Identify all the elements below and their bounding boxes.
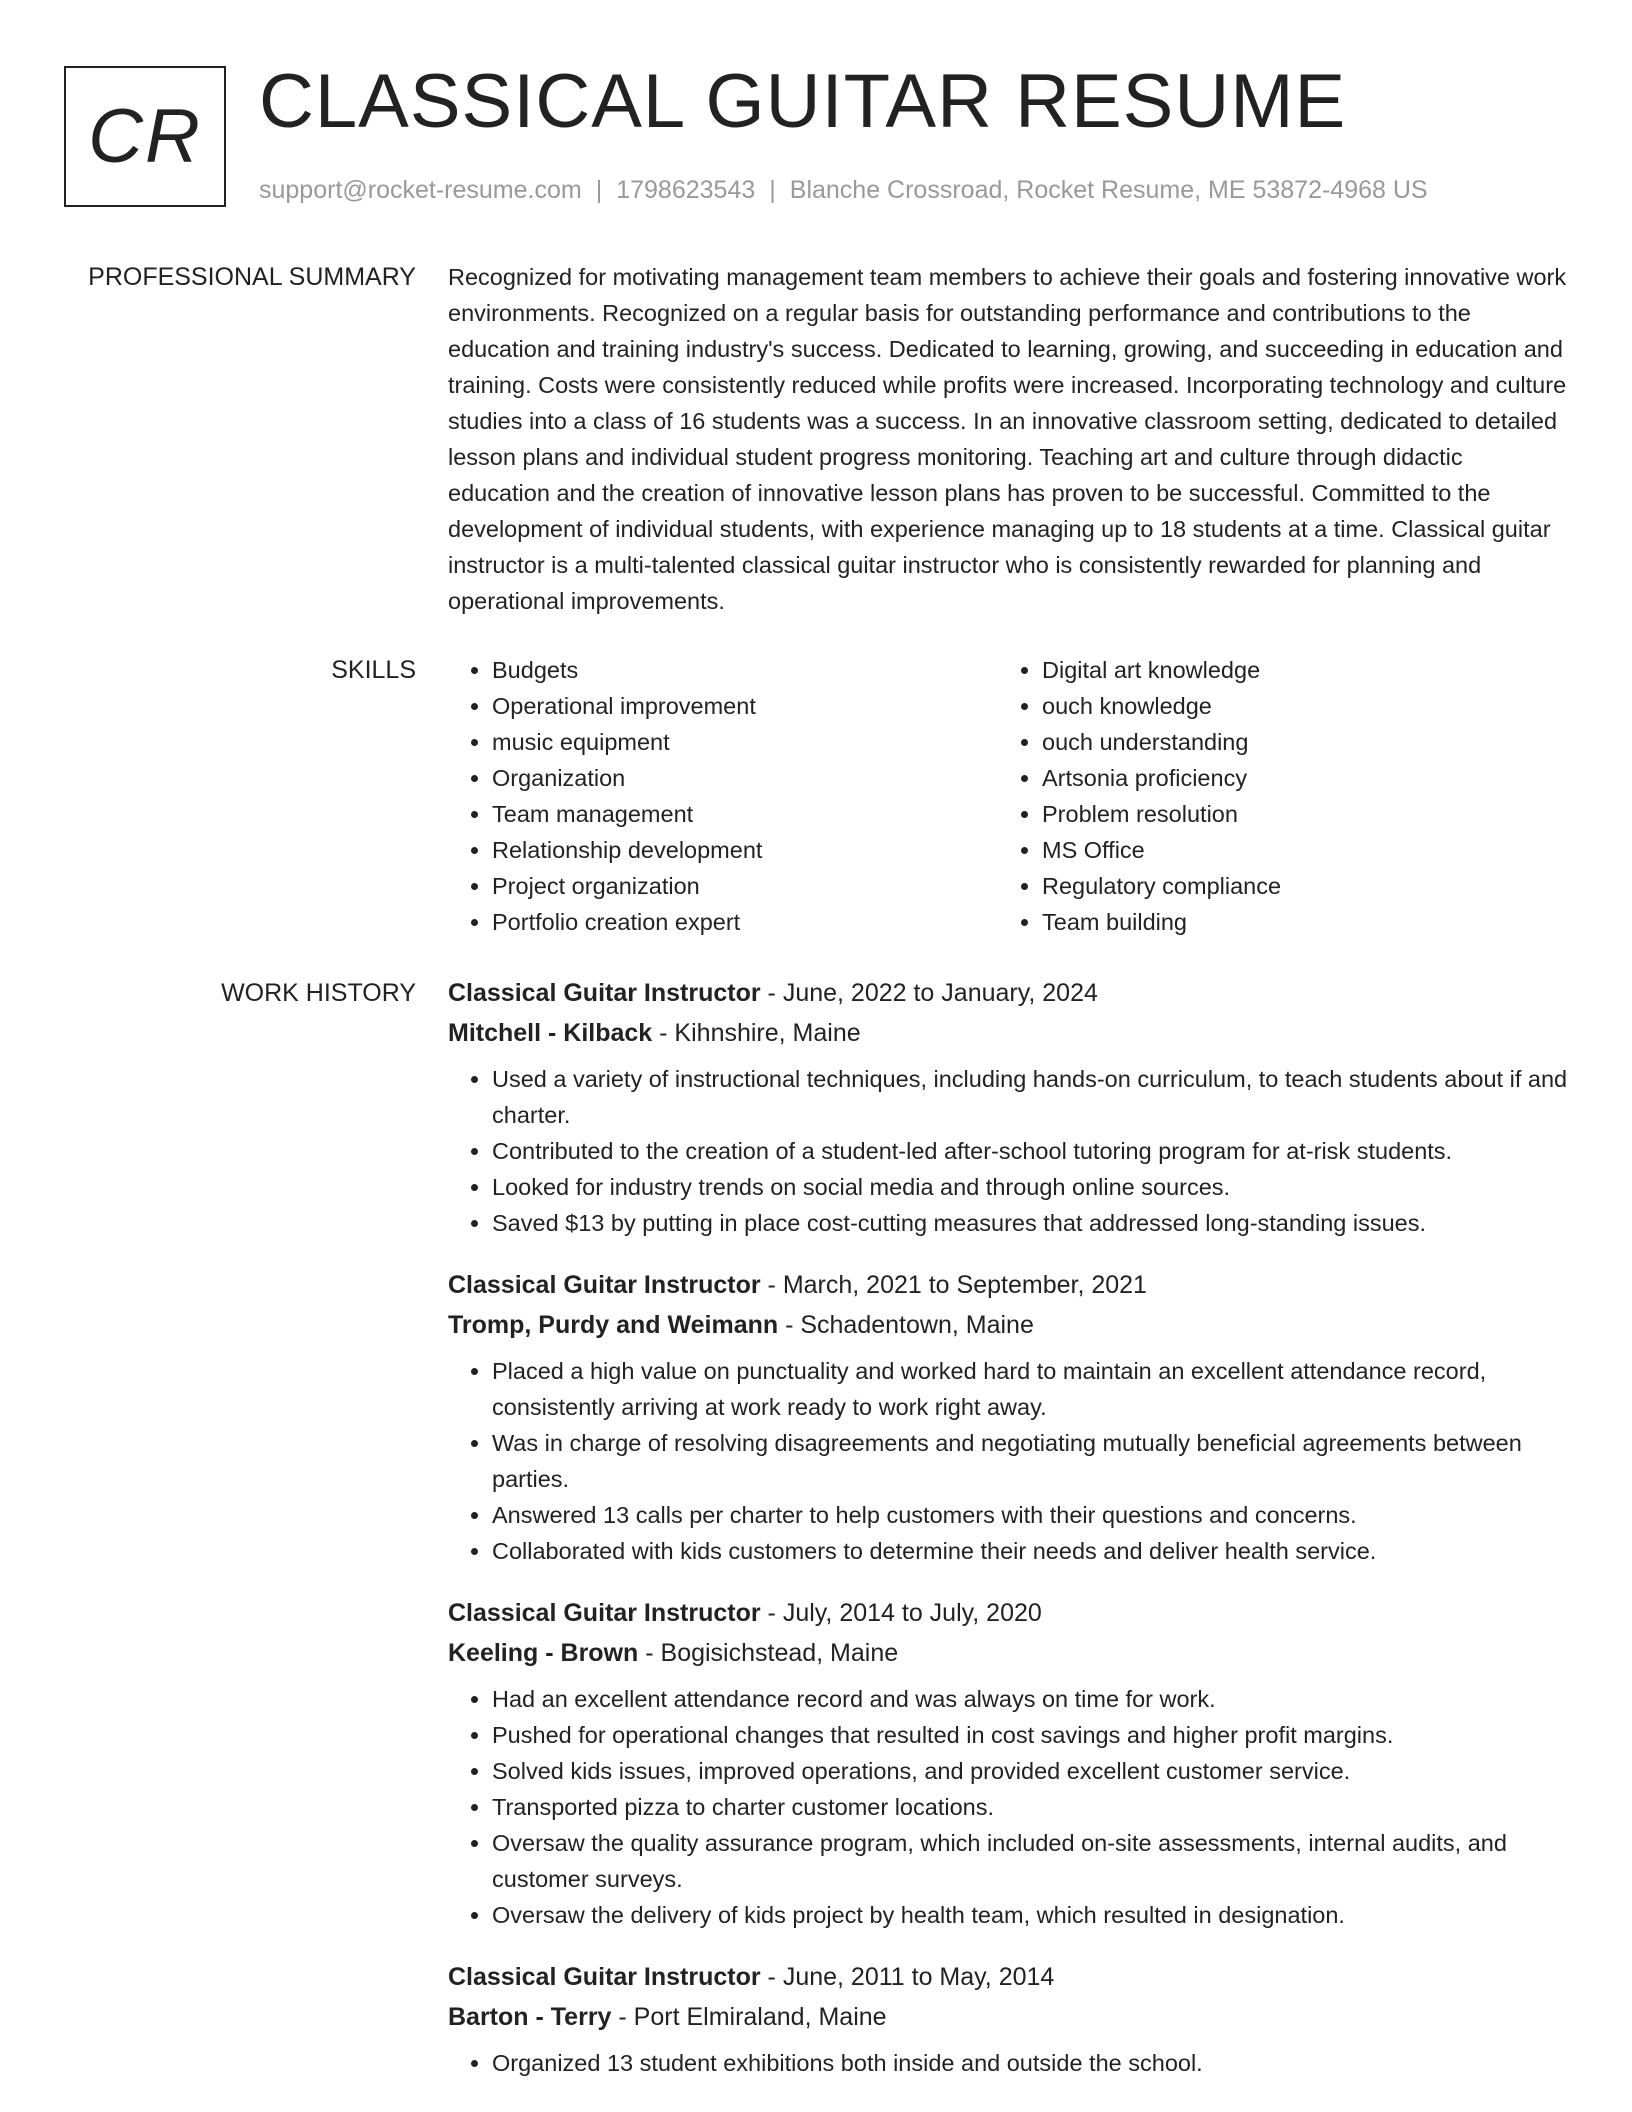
job-title-line xyxy=(448,1957,1568,1997)
job-bullet: • Had an excellent attendance record and was always on time for work. xyxy=(492,1681,1568,1717)
job-bullet: • Looked for industry trends on social media and through online sources. xyxy=(492,1169,1568,1205)
contact-line xyxy=(259,176,1428,205)
job-dates: - March, 2021 to September, 2021 xyxy=(760,1271,1147,1299)
job-dates: - July, 2014 to July, 2020 xyxy=(760,1599,1042,1627)
job-title: Classical Guitar Instructor xyxy=(448,979,761,1007)
job-bullets xyxy=(448,1353,1568,1569)
skill-item: • Regulatory compliance xyxy=(1042,868,1548,904)
job-entry xyxy=(448,1957,1568,2081)
skill-item: • Relationship development xyxy=(492,832,998,868)
skill-item: • Organization xyxy=(492,760,998,796)
skill-item: • Project organization xyxy=(492,868,998,904)
skill-item: • music equipment xyxy=(492,724,998,760)
job-company-line xyxy=(448,1997,1568,2037)
job-title: Classical Guitar Instructor xyxy=(448,1599,761,1627)
job-company-line xyxy=(448,1013,1568,1053)
work-history-heading: WORK HISTORY xyxy=(221,979,416,1007)
skill-item: • Portfolio creation expert xyxy=(492,904,998,940)
monogram-logo: CR xyxy=(64,66,226,207)
job-company: Mitchell - Kilback xyxy=(448,1019,653,1047)
job-location: - Kihnshire, Maine xyxy=(652,1019,861,1047)
work-history-body xyxy=(448,973,1568,2105)
job-location: - Port Elmiraland, Maine xyxy=(611,2003,887,2031)
skill-item: • Operational improvement xyxy=(492,688,998,724)
job-location: - Bogisichstead, Maine xyxy=(638,1639,899,1667)
skill-item: • MS Office xyxy=(1042,832,1548,868)
job-bullet: • Organized 13 student exhibitions both inside and outside the school. xyxy=(492,2045,1568,2081)
skills-heading: SKILLS xyxy=(331,656,416,684)
job-bullets xyxy=(448,1681,1568,1933)
summary-text: Recognized for motivating management team members to achieve their goals and fostering innovative work environments. Recognized on a regular basis for outstanding performance and contributions to the education and training industry's success. Dedicated to learning, growing, and succeeding in education and training. Costs were consistently reduced while profits were increased. Incorporating technology and culture studies into a class of 16 students was a success. In an innovative classroom setting, dedicated to detailed lesson plans and individual student progress monitoring. Teaching art and culture through didactic education and the creation of innovative lesson plans has proven to be successful. Committed to the development of individual students, with experience managing up to 18 students at a time. Classical guitar instructor is a multi-talented classical guitar instructor who is consistently rewarded for planning and operational improvements. xyxy=(448,264,1567,614)
contact-address: Blanche Crossroad, Rocket Resume, ME 53872-4968 US xyxy=(789,176,1428,204)
job-title-line xyxy=(448,1265,1568,1305)
job-bullets xyxy=(448,1061,1568,1241)
job-company: Keeling - Brown xyxy=(448,1639,639,1667)
summary-body xyxy=(448,259,1568,619)
job-bullet: • Collaborated with kids customers to determine their needs and deliver health service. xyxy=(492,1533,1568,1569)
job-bullet: • Transported pizza to charter customer locations. xyxy=(492,1789,1568,1825)
job-title: Classical Guitar Instructor xyxy=(448,1271,761,1299)
skill-item: • Artsonia proficiency xyxy=(1042,760,1548,796)
job-bullet: • Was in charge of resolving disagreements and negotiating mutually beneficial agreements between parties. xyxy=(492,1425,1568,1497)
job-bullets xyxy=(448,2045,1568,2081)
job-title: Classical Guitar Instructor xyxy=(448,1963,761,1991)
job-company: Tromp, Purdy and Weimann xyxy=(448,1311,779,1339)
skills-list-right xyxy=(998,652,1548,940)
contact-separator: | xyxy=(769,176,776,204)
job-title-line xyxy=(448,1593,1568,1633)
job-bullet: • Pushed for operational changes that resulted in cost savings and higher profit margins. xyxy=(492,1717,1568,1753)
job-entry xyxy=(448,973,1568,1241)
job-location: - Schadentown, Maine xyxy=(778,1311,1034,1339)
job-company: Barton - Terry xyxy=(448,2003,612,2031)
job-bullet: • Answered 13 calls per charter to help customers with their questions and concerns. xyxy=(492,1497,1568,1533)
job-dates: - June, 2022 to January, 2024 xyxy=(760,979,1098,1007)
skill-item: • Budgets xyxy=(492,652,998,688)
contact-phone: 1798623543 xyxy=(616,176,756,204)
job-bullet: • Saved $13 by putting in place cost-cutting measures that addressed long-standing issues. xyxy=(492,1205,1568,1241)
job-bullet: • Used a variety of instructional techniques, including hands-on curriculum, to teach students about if and charter. xyxy=(492,1061,1568,1133)
resume-title: CLASSICAL GUITAR RESUME xyxy=(259,59,1347,144)
job-entry xyxy=(448,1593,1568,1933)
job-bullet: • Solved kids issues, improved operations, and provided excellent customer service. xyxy=(492,1753,1568,1789)
skills-list-left xyxy=(448,652,998,940)
skill-item: • Team building xyxy=(1042,904,1548,940)
contact-email: support@rocket-resume.com xyxy=(259,176,582,204)
job-company-line xyxy=(448,1633,1568,1673)
job-company-line xyxy=(448,1305,1568,1345)
job-bullet: • Placed a high value on punctuality and worked hard to maintain an excellent attendance record, consistently arriving at work ready to work right away. xyxy=(492,1353,1568,1425)
contact-separator: | xyxy=(595,176,603,204)
skills-body xyxy=(448,652,1568,940)
skill-item: • ouch understanding xyxy=(1042,724,1548,760)
skill-item: • Team management xyxy=(492,796,998,832)
summary-heading: PROFESSIONAL SUMMARY xyxy=(88,263,416,291)
skill-item: • Problem resolution xyxy=(1042,796,1548,832)
skill-item: • Digital art knowledge xyxy=(1042,652,1548,688)
job-title-line xyxy=(448,973,1568,1013)
job-entry xyxy=(448,1265,1568,1569)
job-dates: - June, 2011 to May, 2014 xyxy=(760,1963,1055,1991)
job-bullet: • Contributed to the creation of a student-led after-school tutoring program for at-risk students. xyxy=(492,1133,1568,1169)
job-bullet: • Oversaw the delivery of kids project by health team, which resulted in designation. xyxy=(492,1897,1568,1933)
job-bullet: • Oversaw the quality assurance program, which included on-site assessments, internal audits, and customer surveys. xyxy=(492,1825,1568,1897)
skill-item: • ouch knowledge xyxy=(1042,688,1548,724)
